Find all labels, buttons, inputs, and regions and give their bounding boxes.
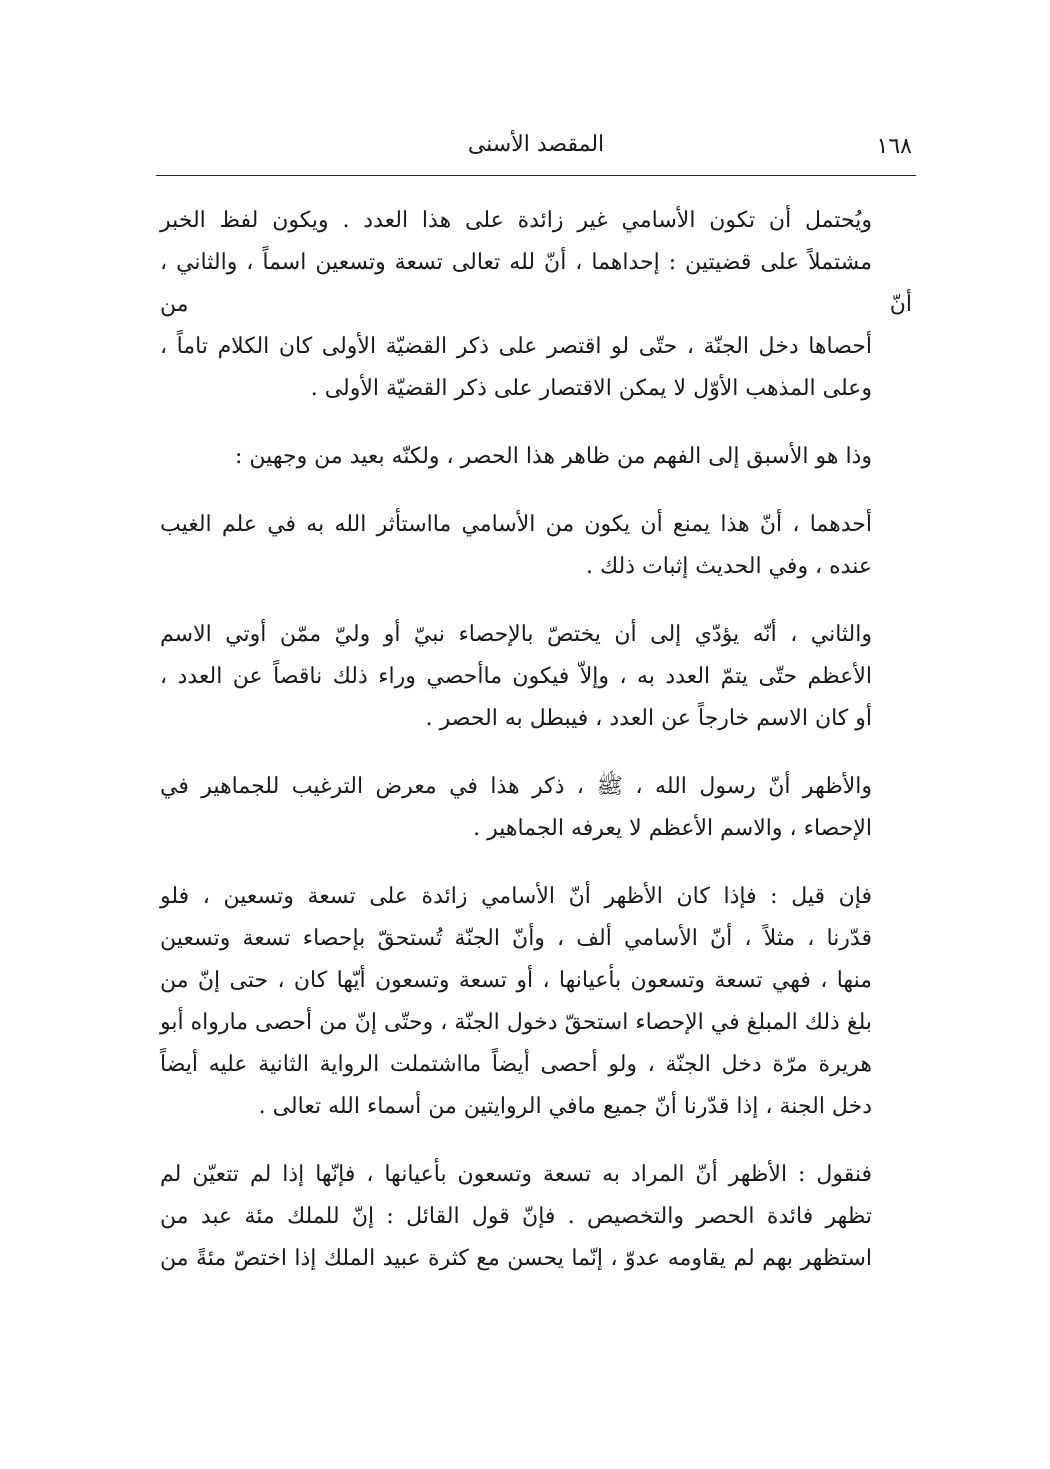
- paragraph: [160, 504, 912, 588]
- text-line: أحصاها دخل الجنّة ، حتّى لو اقتصر على ذكر القضيّة الأولى كان الكلام تاماً ،: [160, 334, 872, 359]
- text-line: منها ، فهي تسعة وتسعون بأعيانها ، أو تسعة وتسعون أيّها كان ، حتى إنّ من: [160, 968, 872, 993]
- text-line: فإن قيل : فإذا كان الأظهر أنّ الأسامي زائدة على تسعة وتسعين ، فلو: [160, 884, 872, 909]
- text-line: والأظهر أنّ رسول الله ، ﷺ ، ذكر هذا في معرض الترغيب للجماهير في: [160, 774, 872, 799]
- text-line: بلغ ذلك المبلغ في الإحصاء استحقّ دخول الجنّة ، وحتّى إنّ من أحصى مارواه أبو: [160, 1010, 872, 1035]
- text-line: أحدهما ، أنّ هذا يمنع أن يكون من الأسامي مااستأثر الله به في علم الغيب: [160, 512, 872, 537]
- paragraph: [160, 1154, 912, 1280]
- page-number: ١٦٨: [876, 134, 912, 159]
- book-page: [160, 120, 912, 1420]
- text-line: قدّرنا ، مثلاً ، أنّ الأسامي ألف ، وأنّ الجنّة تُستحقّ بإحصاء تسعة وتسعين: [160, 926, 872, 951]
- paragraph: [160, 614, 912, 740]
- body-text: [160, 200, 912, 1306]
- text-line: دخل الجنة ، إذا قدّرنا أنّ جميع مافي الروايتين من أسماء الله تعالى .: [258, 1094, 872, 1119]
- text-line: أو كان الاسم خارجاً عن العدد ، فيبطل به الحصر .: [425, 706, 872, 731]
- text-line: عنده ، وفي الحديث إثبات ذلك .: [586, 554, 872, 579]
- text-line: استظهر بهم لم يقاومه عدوّ ، إنّما يحسن مع كثرة عبيد الملك إذا اختصّ مئةً من: [160, 1246, 872, 1271]
- text-line: مشتملاً على قضيتين : إحداهما ، أنّ لله تعالى تسعة وتسعين اسماً ، والثاني ، أنّ من: [160, 250, 912, 317]
- running-title: المقصد الأسنى: [467, 132, 605, 157]
- text-line: والثاني ، أنّه يؤدّي إلى أن يختصّ بالإحصاء نبيّ أو وليّ ممّن أوتي الاسم: [160, 622, 872, 647]
- header-rule: [156, 175, 916, 176]
- text-line: الأعظم حتّى يتمّ العدد به ، وإلاّ فيكون ماأحصي وراء ذلك ناقصاً عن العدد ،: [160, 664, 872, 689]
- text-line: وذا هو الأسبق إلى الفهم من ظاهر هذا الحصر ، ولكنّه بعيد من وجهين :: [235, 444, 872, 469]
- text-line: الإحصاء ، والاسم الأعظم لا يعرفه الجماهير .: [473, 816, 872, 841]
- paragraph: [160, 876, 912, 1128]
- text-line: ويُحتمل أن تكون الأسامي غير زائدة على هذا العدد . ويكون لفظ الخبر: [160, 208, 872, 233]
- page-header: [160, 120, 912, 172]
- text-line: وعلى المذهب الأوّل لا يمكن الاقتصار على ذكر القضيّة الأولى .: [310, 376, 872, 401]
- text-line: تظهر فائدة الحصر والتخصيص . فإنّ قول القائل : إنّ للملك مئة عبد من: [160, 1204, 872, 1229]
- text-line: هريرة مرّة دخل الجنّة ، ولو أحصى أيضاً مااشتملت الرواية الثانية عليه أيضاً: [160, 1052, 872, 1077]
- paragraph: [160, 200, 912, 410]
- text-line: فنقول : الأظهر أنّ المراد به تسعة وتسعون بأعيانها ، فإنّها إذا لم تتعيّن لم: [160, 1162, 872, 1187]
- paragraph: [160, 766, 912, 850]
- paragraph: [160, 436, 912, 478]
